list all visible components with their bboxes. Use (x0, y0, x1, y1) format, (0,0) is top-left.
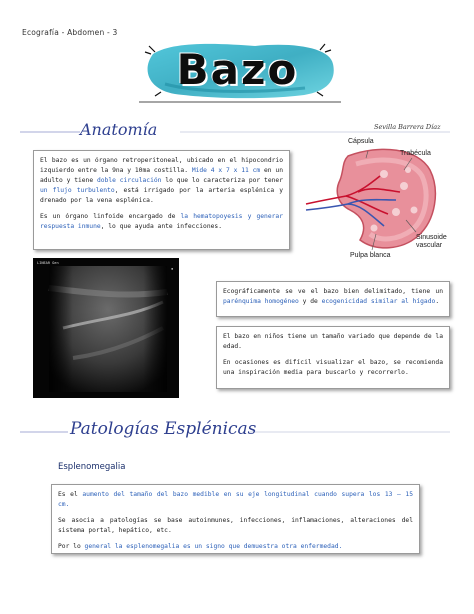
pathology-paragraph-3 (58, 542, 413, 552)
label-trabecula: Trabécula (400, 150, 431, 157)
echo-text-c: y de (298, 298, 322, 305)
children-paragraph-2: En ocasiones es difícil visualizar el bazo, se recomienda una inspiración media para buscarlo y recorrerlo. (223, 359, 443, 376)
anatomy-paragraph-1 (40, 156, 283, 206)
label-pulpa-blanca: Pulpa blanca (350, 252, 391, 259)
anatomy-p1-highlight-size: Mide 4 x 7 x 11 cm (191, 167, 261, 174)
echo-paragraph (223, 287, 443, 307)
anatomy-p1-text-e: lo que lo caracteriza por tener (161, 177, 283, 184)
children-text-box (216, 326, 450, 389)
anatomy-p2-highlight: la hematopoyesis y generar respuesta inmune (40, 213, 283, 230)
echo-text-e: . (435, 298, 440, 305)
course-label: Ecografía - Abdomen - 3 (22, 28, 118, 37)
label-capsula: Cápsula (348, 138, 374, 145)
pathology-p3-text-a: Por lo (58, 543, 85, 550)
page-title-container (150, 40, 325, 100)
pathology-p1-text-a: Es el (58, 491, 83, 498)
pathology-paragraph-1 (58, 490, 413, 510)
author-name: Sevilla Barrera Díaz (374, 123, 441, 131)
children-paragraph-1: El bazo en niños tiene un tamaño variado que depende de la edad. (223, 333, 443, 350)
pathology-p3-highlight: general la esplenomegalia es un signo que demuestra otra enfermedad. (84, 543, 343, 550)
ultrasound-scan-graphic (33, 258, 179, 398)
svg-text:▪: ▪ (171, 266, 174, 271)
spleen-anatomy-diagram (300, 134, 460, 264)
ultrasound-caption: LINEAR Gen (37, 261, 59, 265)
anatomy-p1-text-c: en un adulto y tiene (40, 167, 283, 184)
pathology-p1-highlight: aumento del tamaño del bazo medible en su eje longitudinal cuando supera los 13 – 15 cm. (58, 491, 413, 508)
anatomy-text-box (33, 150, 290, 250)
anatomy-paragraph-2 (40, 212, 283, 232)
label-sinusoide: Sinusoide vascular (416, 234, 447, 249)
pathology-text-box (51, 484, 420, 554)
page-title: Bazo (176, 45, 299, 94)
anatomy-p1-highlight-flow: un flujo turbulento (40, 187, 115, 194)
anatomy-p2-text-a: Es un órgano linfoide encargado de (40, 213, 181, 220)
anatomy-p2-text-c: , lo que ayuda ante infecciones. (100, 223, 222, 230)
echo-highlight-parenchyma: parénquima homogéneo (223, 298, 299, 305)
anatomy-heading: Anatomía (80, 120, 158, 139)
pathology-paragraph-2: Se asocia a patologías se base autoinmunes, infecciones, inflamaciones, alteraciones del sistema portal, hepático, etc. (58, 517, 413, 534)
splenomegaly-subheading: Esplenomegalia (58, 462, 126, 472)
anatomy-p1-highlight-circulation: doble circulación (96, 177, 162, 184)
ultrasound-image (33, 258, 179, 398)
echo-highlight-echogenicity: ecogenicidad similar al hígado (321, 298, 436, 305)
anatomy-p1-text-g: , está irrigado por la arteria esplénica y drenado por la vena esplénica. (40, 187, 283, 204)
echo-text-box (216, 281, 450, 317)
echo-text-a: Ecográficamente se ve el bazo bien delimitado, tiene un (223, 288, 443, 295)
pathology-heading: Patologías Esplénicas (70, 419, 257, 439)
anatomy-p1-text-a: El bazo es un órgano retroperitoneal, ubicado en el hipocondrio izquierdo entre la 9na y 10ma costilla. (40, 157, 283, 174)
